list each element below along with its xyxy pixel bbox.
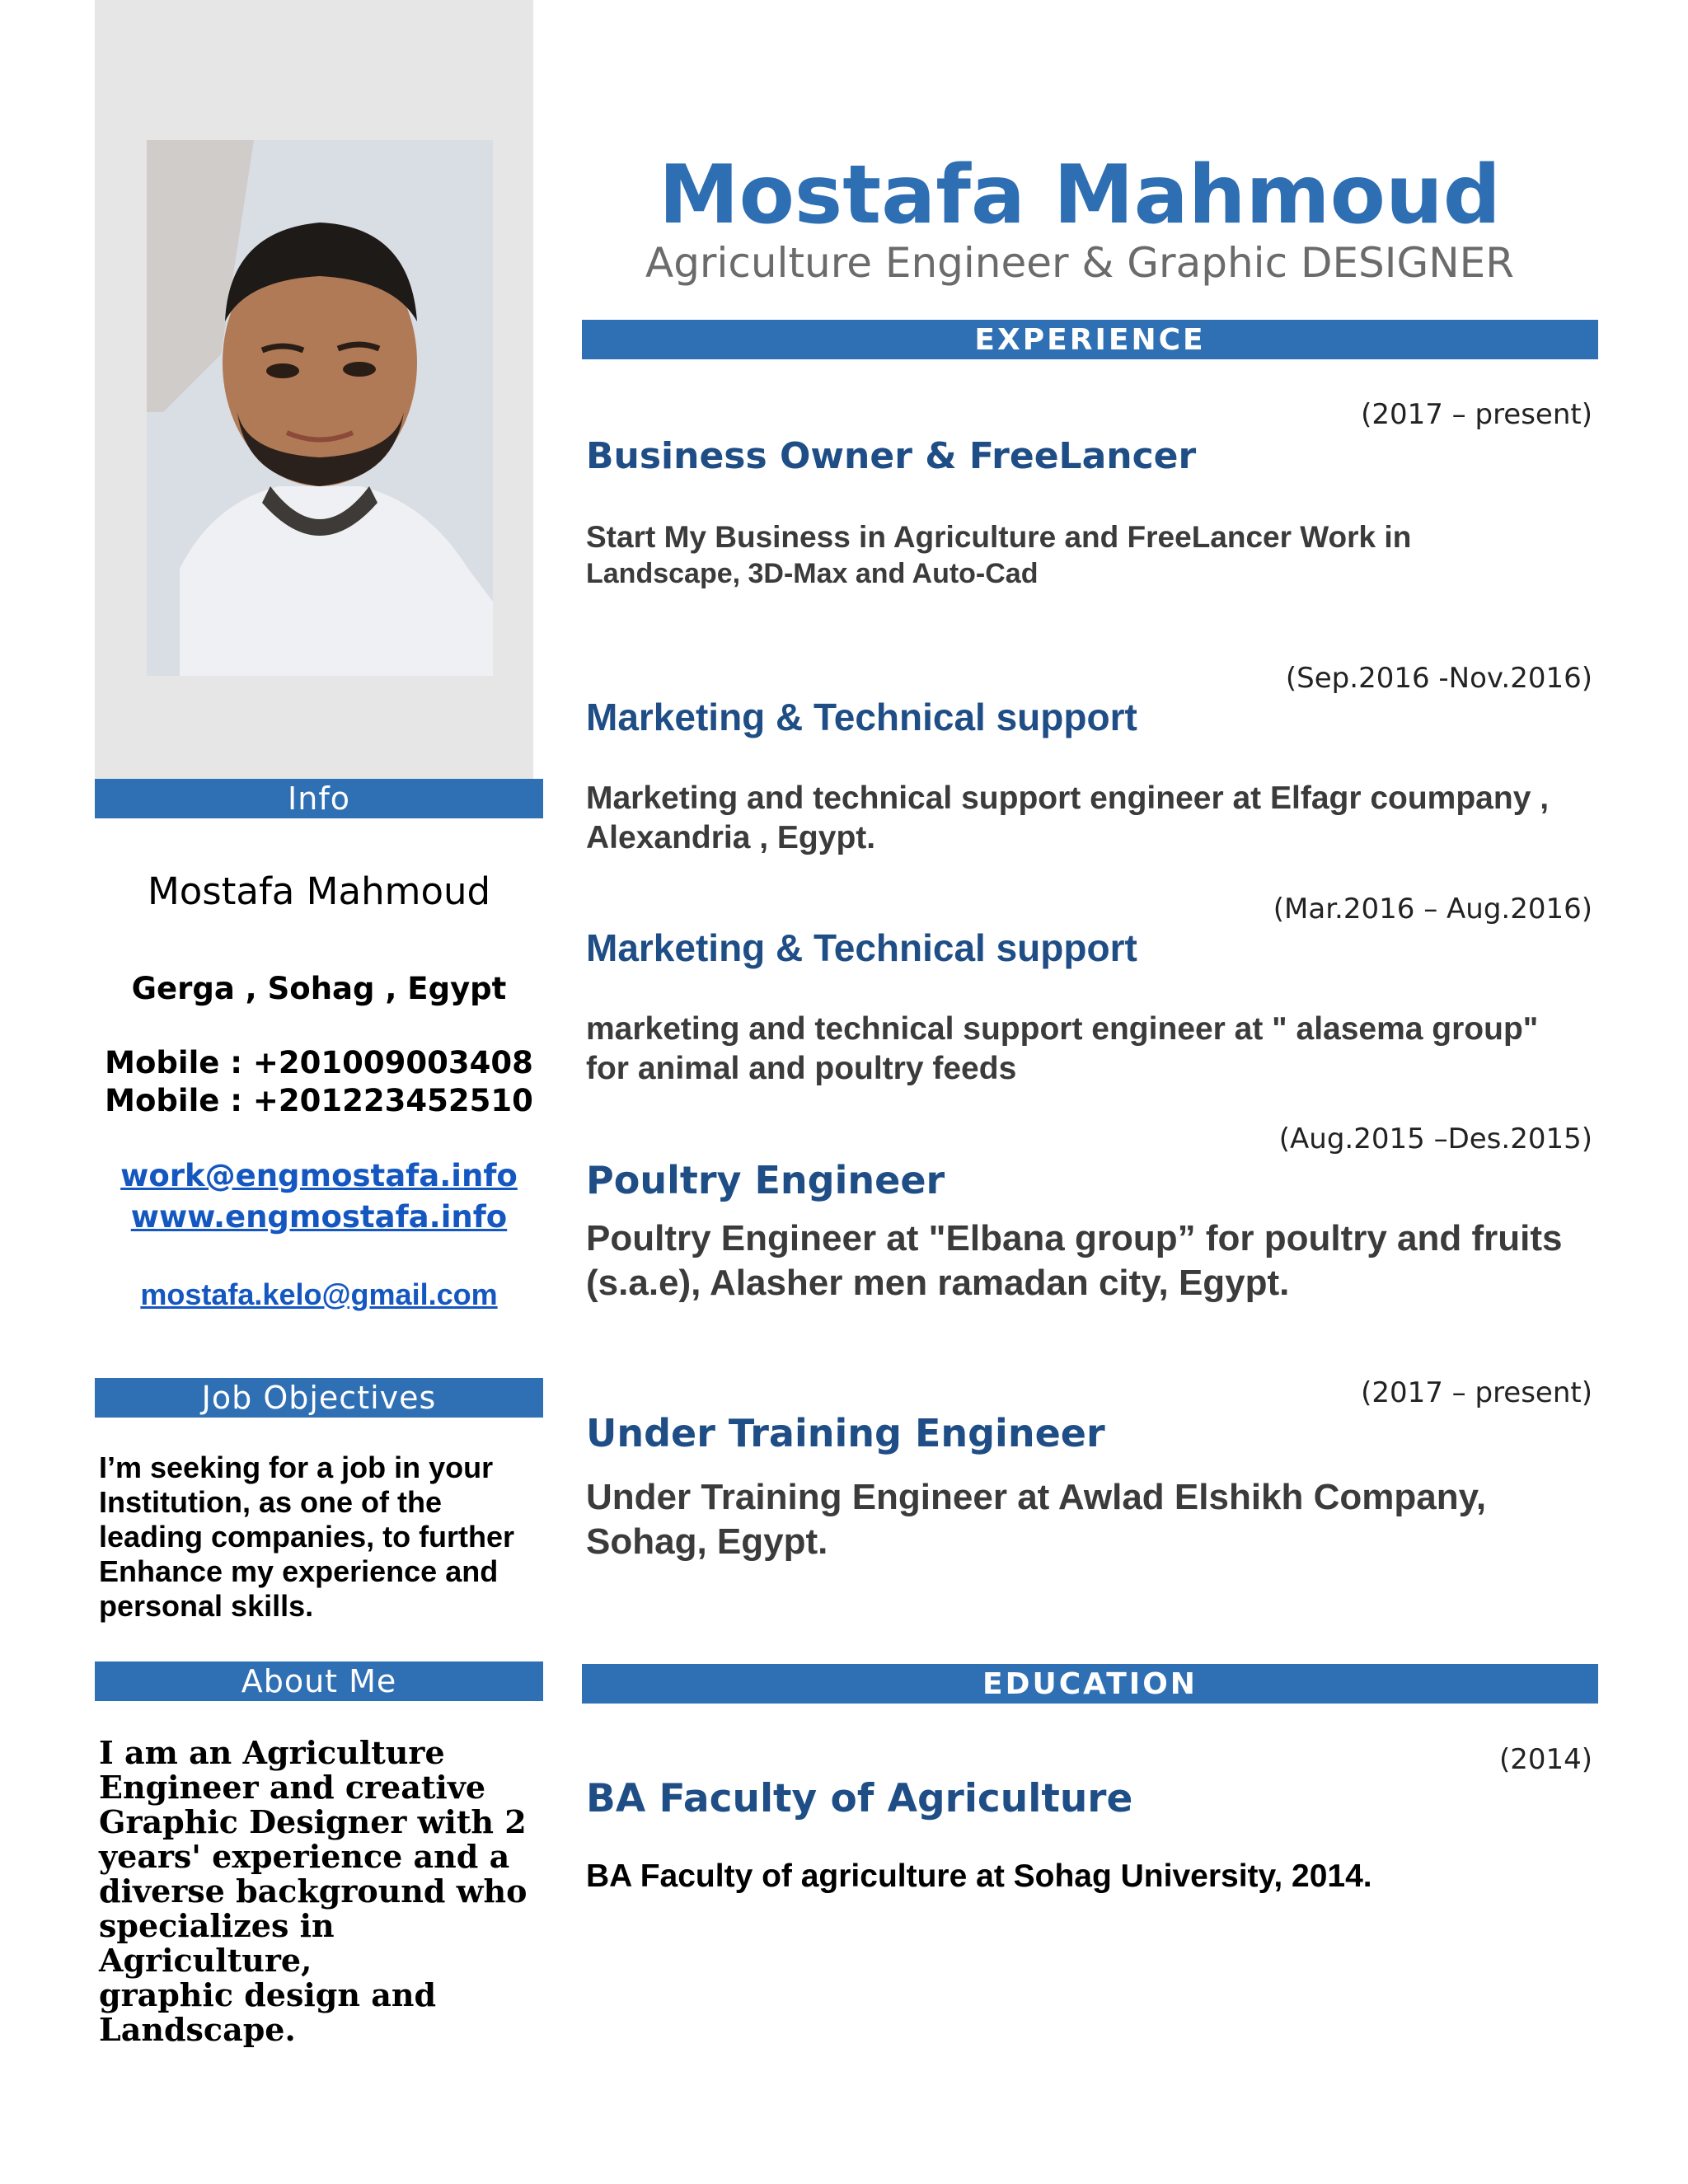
education-date: (2014) [1498, 1743, 1592, 1776]
job-desc-line: for animal and poultry feeds [586, 1051, 1017, 1086]
job-date: (Aug.2015 –Des.2015) [1278, 1122, 1592, 1155]
education-title: BA Faculty of Agriculture [586, 1776, 1133, 1821]
job-description [586, 1010, 1600, 1089]
objectives-line: leading companies, to further [99, 1520, 515, 1554]
job-date: (Mar.2016 – Aug.2016) [1273, 893, 1592, 926]
about-line: Engineer and creative [99, 1769, 486, 1806]
education-heading: EDUCATION [982, 1666, 1198, 1701]
education-description: BA Faculty of agriculture at Sohag University, 2014. [586, 1858, 1372, 1894]
gmail-link[interactable]: mostafa.kelo@gmail.com [140, 1277, 498, 1311]
info-heading: Info [288, 780, 350, 817]
about-line: I am an Agriculture [99, 1734, 445, 1771]
objectives-line: personal skills. [99, 1589, 314, 1623]
work-email-link[interactable]: work@engmostafa.info [120, 1158, 518, 1193]
about-line: graphic design and [99, 1976, 437, 2013]
job-desc-line: Start My Business in Agriculture and FreeLancer Work in [586, 520, 1412, 554]
job-description [586, 779, 1600, 858]
about-line: Graphic Designer with 2 [99, 1803, 527, 1840]
objectives-line: Enhance my experience and [99, 1554, 499, 1588]
job-title: Marketing & Technical support [586, 696, 1137, 738]
job-desc-line: Under Training Engineer at Awlad Elshikh Company, [586, 1477, 1487, 1517]
about-heading-bar [95, 1661, 543, 1701]
profile-photo [147, 140, 493, 676]
info-heading-bar [95, 779, 543, 818]
about-line: specializes in Agriculture, [99, 1907, 335, 1979]
resume-subtitle: Agriculture Engineer & Graphic DESIGNER [645, 239, 1515, 287]
job-desc-line: Sohag, Egypt. [586, 1521, 828, 1562]
about-line: years' experience and a [99, 1838, 510, 1875]
job-title: Poultry Engineer [586, 1158, 945, 1202]
job-description [586, 519, 1600, 592]
education-heading-bar [582, 1664, 1598, 1704]
objectives-heading-bar [95, 1378, 543, 1418]
info-name: Mostafa Mahmoud [147, 869, 491, 913]
job-desc-line: Landscape, 3D-Max and Auto-Cad [586, 558, 1039, 589]
job-objectives-text [99, 1451, 544, 1624]
resume-name: Mostafa Mahmoud [659, 148, 1501, 242]
job-description [586, 1216, 1600, 1305]
job-title: Marketing & Technical support [586, 926, 1137, 969]
job-desc-line: (s.a.e), Alasher men ramadan city, Egypt. [586, 1263, 1290, 1303]
about-line: diverse background who [99, 1872, 528, 1910]
job-desc-line: marketing and technical support engineer at " alasema group" [586, 1011, 1539, 1047]
job-desc-line: Poultry Engineer at "Elbana group” for poultry and fruits [586, 1218, 1563, 1258]
about-line: Landscape. [99, 2011, 296, 2048]
website-link[interactable]: www.engmostafa.info [130, 1199, 508, 1235]
objectives-line: I’m seeking for a job in your [99, 1451, 494, 1484]
job-date: (Sep.2016 -Nov.2016) [1285, 662, 1592, 695]
objectives-heading: Job Objectives [201, 1380, 437, 1416]
info-mobile-2: Mobile : +201223452510 [105, 1083, 533, 1118]
info-mobile-1: Mobile : +201009003408 [105, 1045, 533, 1080]
job-title: Business Owner & FreeLancer [586, 435, 1197, 477]
about-heading: About Me [241, 1663, 397, 1699]
job-date: (2017 – present) [1361, 1376, 1592, 1409]
job-description [586, 1475, 1600, 1564]
job-title: Under Training Engineer [586, 1411, 1105, 1455]
objectives-line: Institution, as one of the [99, 1485, 442, 1519]
job-date: (2017 – present) [1361, 398, 1592, 431]
job-desc-line: Alexandria , Egypt. [586, 820, 876, 855]
experience-heading-bar [582, 320, 1598, 359]
job-desc-line: Marketing and technical support engineer at Elfagr coumpany , [586, 780, 1550, 816]
info-location: Gerga , Sohag , Egypt [131, 971, 507, 1006]
experience-heading: EXPERIENCE [974, 322, 1206, 357]
about-me-text [99, 1736, 544, 2047]
